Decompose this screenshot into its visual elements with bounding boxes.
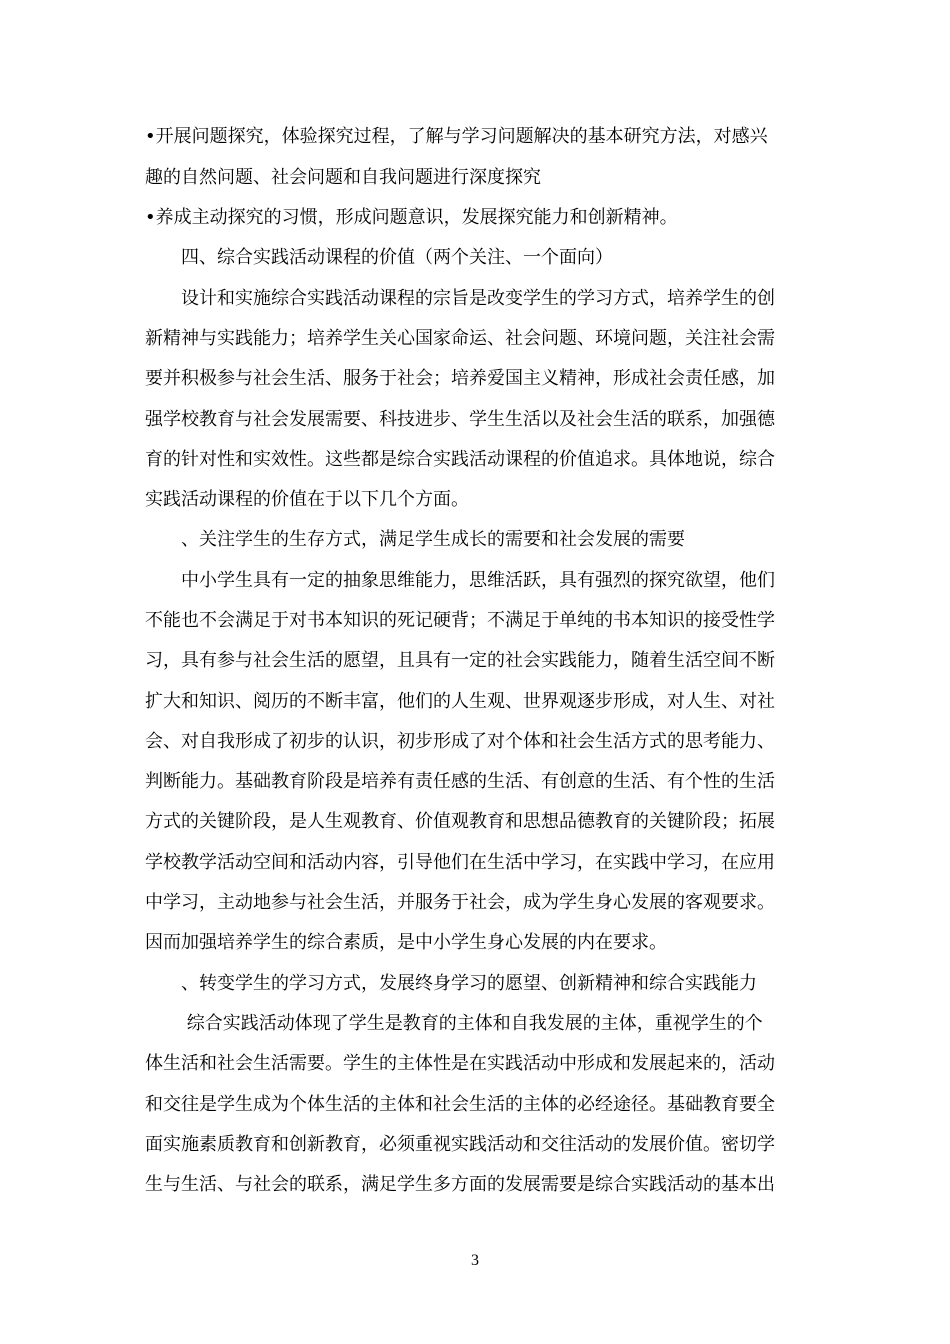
subheading-2: 、转变学生的学习方式，发展终身学习的愿望、创新精神和综合实践能力 xyxy=(145,973,757,994)
text-line-25: 和交往是学生成为个体生活的主体和社会生活的主体的必经途径。基础教育要全 xyxy=(145,1094,775,1115)
text-line-16: 会、对自我形成了初步的认识，初步形成了对个体和社会生活方式的思考能力、 xyxy=(145,731,775,752)
text-line-13: 不能也不会满足于对书本知识的死记硬背；不满足于单纯的书本知识的接受性学 xyxy=(145,610,775,631)
text-line-10: 实践活动课程的价值在于以下几个方面。 xyxy=(145,489,469,510)
page-number: 3 xyxy=(471,1252,479,1269)
text-line-17: 判断能力。基础教育阶段是培养有责任感的生活、有创意的生活、有个性的生活 xyxy=(145,771,775,792)
text-line-8: 强学校教育与社会发展需要、科技进步、学生生活以及社会生活的联系，加强德 xyxy=(145,409,775,430)
text-line-9: 育的针对性和实效性。这些都是综合实践活动课程的价值追求。具体地说，综合 xyxy=(145,449,775,470)
text-line-20: 中学习，主动地参与社会生活，并服务于社会，成为学生身心发展的客观要求。 xyxy=(145,892,775,913)
text-line-15: 扩大和知识、阅历的不断丰富，他们的人生观、世界观逐步形成，对人生、对社 xyxy=(145,691,775,712)
text-line-12: 中小学生具有一定的抽象思维能力，思维活跃，具有强烈的探究欲望，他们 xyxy=(145,570,775,591)
text-line-1: •开展问题探究，体验探究过程，了解与学习问题解决的基本研究方法，对感兴 xyxy=(145,126,768,147)
text-line-27: 生与生活、与社会的联系，满足学生多方面的发展需要是综合实践活动的基本出 xyxy=(145,1174,775,1195)
text-line-24: 体生活和社会生活需要。学生的主体性是在实践活动中形成和发展起来的，活动 xyxy=(145,1053,775,1074)
subheading-1: 、关注学生的生存方式，满足学生成长的需要和社会发展的需要 xyxy=(145,529,685,550)
text-line-21: 因而加强培养学生的综合素质，是中小学生身心发展的内在要求。 xyxy=(145,932,667,953)
text-line-26: 面实施素质教育和创新教育，必须重视实践活动和交往活动的发展价值。密切学 xyxy=(145,1134,775,1155)
text-line-19: 学校教学活动空间和活动内容，引导他们在生活中学习，在实践中学习，在应用 xyxy=(145,852,775,873)
text-line-3: •养成主动探究的习惯，形成问题意识，发展探究能力和创新精神。 xyxy=(145,207,678,228)
text-line-2: 趣的自然问题、社会问题和自我问题进行深度探究 xyxy=(145,167,541,188)
text-line-6: 新精神与实践能力；培养学生关心国家命运、社会问题、环境问题，关注社会需 xyxy=(145,328,775,349)
text-line-5: 设计和实施综合实践活动课程的宗旨是改变学生的学习方式，培养学生的创 xyxy=(145,288,775,309)
text-line-18: 方式的关键阶段，是人生观教育、价值观教育和思想品德教育的关键阶段；拓展 xyxy=(145,811,775,832)
text-line-7: 要并积极参与社会生活、服务于社会；培养爱国主义精神，形成社会责任感，加 xyxy=(145,368,775,389)
section-heading-4: 四、综合实践活动课程的价值（两个关注、一个面向） xyxy=(145,247,613,268)
text-line-14: 习，具有参与社会生活的愿望，且具有一定的社会实践能力，随着生活空间不断 xyxy=(145,650,775,671)
text-line-23: 综合实践活动体现了学生是教育的主体和自我发展的主体，重视学生的个 xyxy=(145,1013,763,1034)
